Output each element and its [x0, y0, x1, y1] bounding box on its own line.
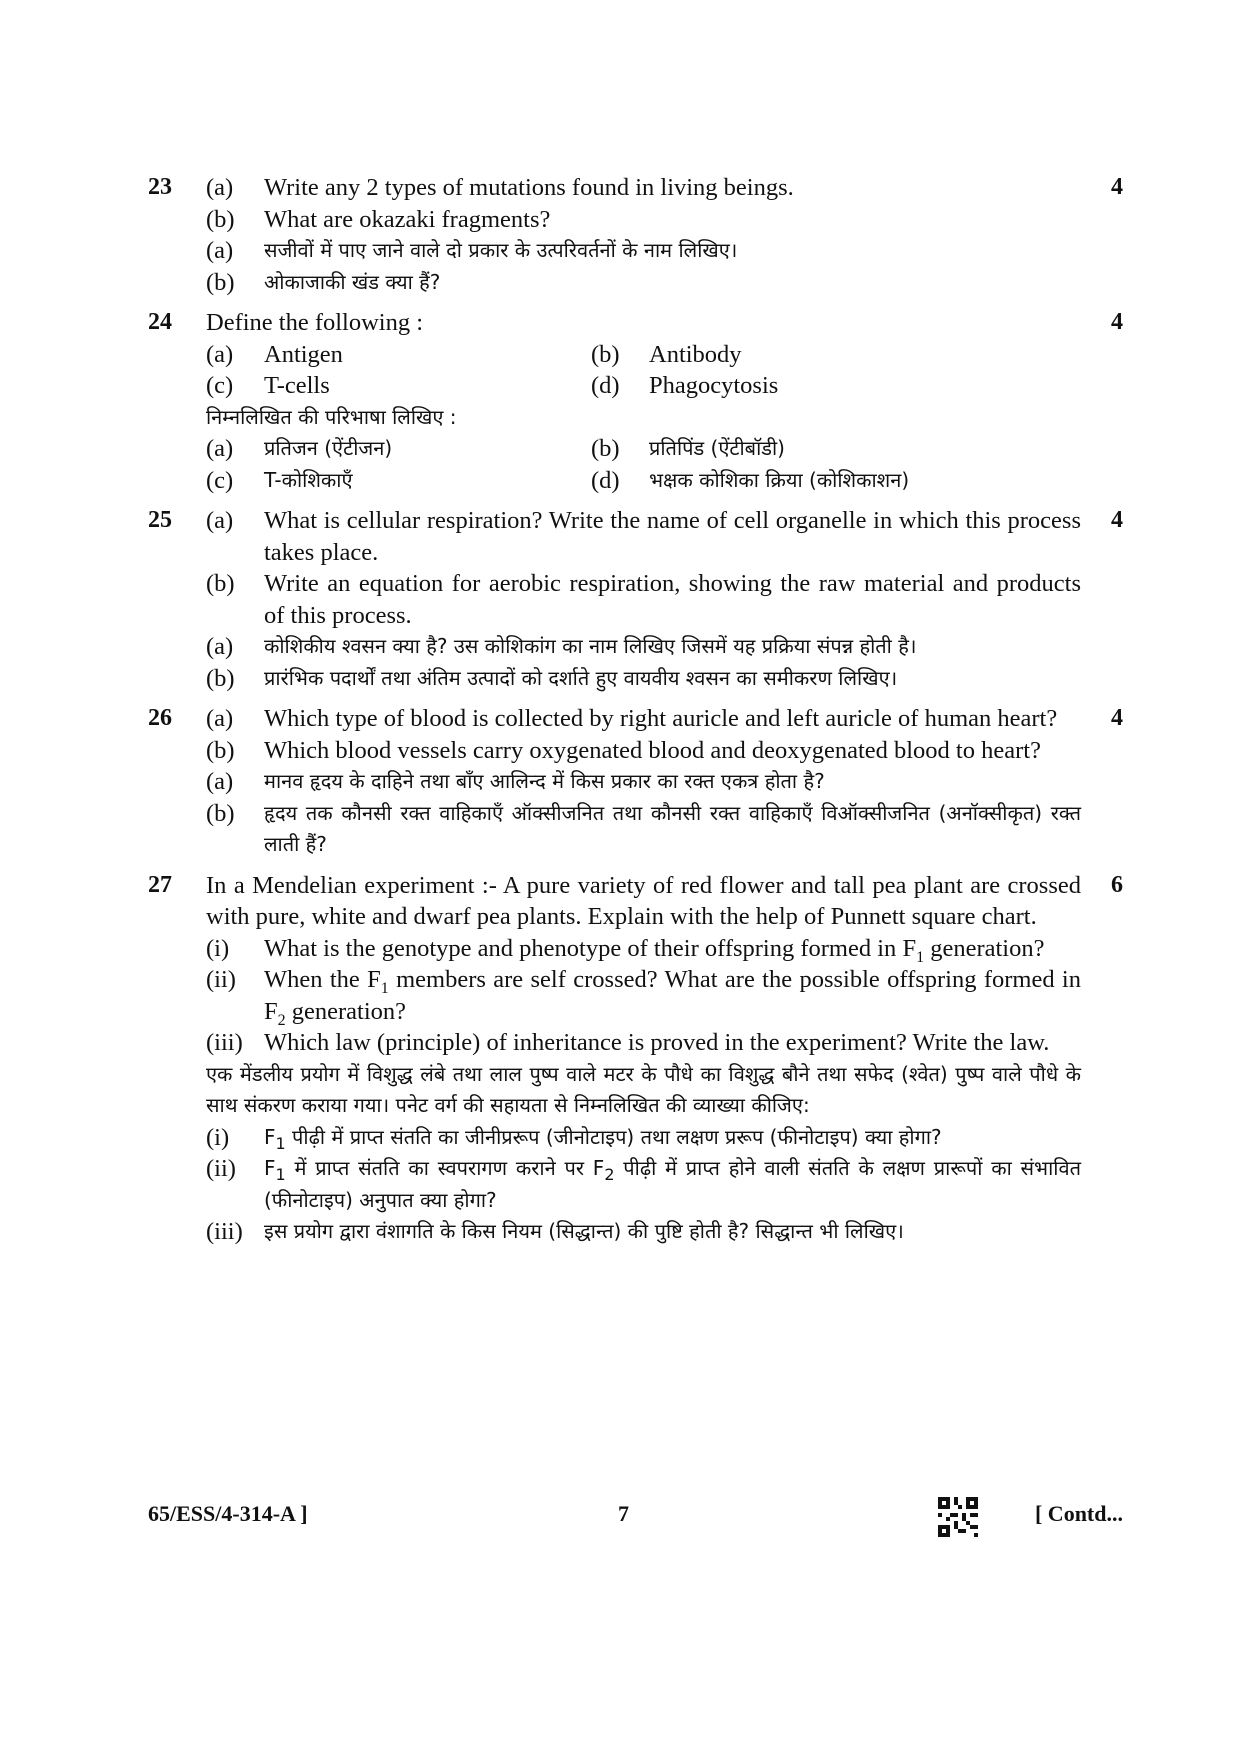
intro-hindi: निम्नलिखित की परिभाषा लिखिए : [206, 404, 457, 429]
item: (a) What is cellular respiration? Write the name of cell organelle in which this process takes place. [206, 507, 1081, 566]
page-footer [148, 1497, 1123, 1537]
question-24 [148, 307, 1123, 496]
question-number: 24 [148, 309, 172, 335]
item-hindi: (ii) $F_1$ में प्राप्त संतति का स्वपरागण कराने पर $F_2$ पीढ़ी में प्राप्त होने वाली संतति के लक्षण प्रारूपों का संभावित (फीनोटाइप) अनुपात क्या होगा? [206, 1155, 1081, 1212]
paper-code: 65/ESS/4-314-A ] [148, 1501, 308, 1526]
item: (ii) When the $F_1$ members are self crossed? What are the possible offspring formed in $F_2$ generation? [206, 966, 1081, 1029]
item: (i) What is the genotype and phenotype of their offspring formed in $F_1$ generation? [206, 934, 1045, 966]
marks: 4 [1111, 174, 1123, 200]
question-25 [148, 505, 1123, 694]
marks: 4 [1111, 309, 1123, 335]
question-number: 25 [148, 507, 172, 533]
intro-hindi: एक मेंडलीय प्रयोग में विशुद्ध लंबे तथा लाल पुष्प वाले मटर के पौधे का विशुद्ध बौने तथा सफेद (श्वेत) पुष्प वाले पौधे के साथ संकरण कराया गया। पनेट वर्ग की सहायता से निम्नलिखित की व्याख्या कीजिए: [206, 1061, 1081, 1117]
definition-row-hindi: (a) प्रतिजन (ऐंटीजन) (b) प्रतिपिंड (ऐंटीबॉडी) [206, 435, 785, 462]
item: (b) What are okazaki fragments? [206, 205, 551, 233]
item-hindi: (b) प्रारंभिक पदार्थों तथा अंतिम उत्पादों को दर्शाते हुए वायवीय श्वसन का समीकरण लिखिए। [206, 664, 898, 692]
question-27 [148, 870, 1123, 1248]
continued-label: [ Contd... [1034, 1501, 1123, 1526]
question-number: 26 [148, 705, 172, 731]
question-number: 27 [148, 871, 172, 898]
item-hindi: (i) $F_1$ पीढ़ी में प्राप्त संतति का जीनीप्ररूप (जीनोटाइप) तथा लक्षण प्ररूप (फीनोटाइप) क्या होगा? [206, 1123, 942, 1153]
question-number: 23 [148, 174, 172, 200]
item-hindi: (iii) इस प्रयोग द्वारा वंशागति के किस नियम (सिद्धान्त) की पुष्टि होती है? सिद्धान्त भी लिखिए। [206, 1218, 904, 1245]
item-hindi: (b) हृदय तक कौनसी रक्त वाहिकाएँ ऑक्सीजनित तथा कौनसी रक्त वाहिकाएँ विऑक्सीजनित (अनॉक्सीकृत) रक्त लाती हैं? [206, 799, 1081, 856]
item-hindi: (a) सजीवों में पाए जाने वाले दो प्रकार के उत्परिवर्तनों के नाम लिखिए। [206, 237, 738, 264]
marks: 4 [1111, 705, 1123, 731]
definition-row: (c) T-cells (d) Phagocytosis [206, 372, 779, 399]
intro: Define the following : [206, 309, 424, 336]
item-hindi: (a) मानव हृदय के दाहिने तथा बाँए आलिन्द में किस प्रकार का रक्त एकत्र होता है? [206, 768, 825, 795]
question-23 [148, 172, 1123, 298]
marks: 4 [1111, 507, 1123, 533]
item-hindi: (a) कोशिकीय श्वसन क्या है? उस कोशिकांग का नाम लिखिए जिसमें यह प्रक्रिया संपन्न होती है। [206, 633, 917, 660]
item: (b) Write an equation for aerobic respiration, showing the raw material and products of this process. [206, 570, 1081, 629]
item: (a) Which type of blood is collected by right auricle and left auricle of human heart? [206, 705, 1058, 732]
questions [148, 172, 1123, 1248]
item: (a) Write any 2 types of mutations found in living beings. [206, 174, 794, 201]
page-number: 7 [618, 1501, 629, 1526]
item: (iii) Which law (principle) of inheritance is proved in the experiment? Write the law. [206, 1029, 1050, 1056]
qr-code-icon [938, 1497, 978, 1537]
item-hindi: (b) ओकाजाकी खंड क्या हैं? [206, 268, 441, 296]
definition-row: (a) Antigen (b) Antibody [206, 340, 742, 368]
question-26 [148, 703, 1123, 861]
item: (b) Which blood vessels carry oxygenated blood and deoxygenated blood to heart? [206, 736, 1041, 764]
intro: In a Mendelian experiment :- A pure variety of red flower and tall pea plant are crossed with pure, white and dwarf pea plants. Explain with the help of Punnett square chart. [206, 871, 1081, 930]
marks: 6 [1111, 871, 1123, 898]
definition-row-hindi: (c) T-कोशिकाएँ (d) भक्षक कोशिका क्रिया (कोशिकाशन) [206, 466, 910, 494]
